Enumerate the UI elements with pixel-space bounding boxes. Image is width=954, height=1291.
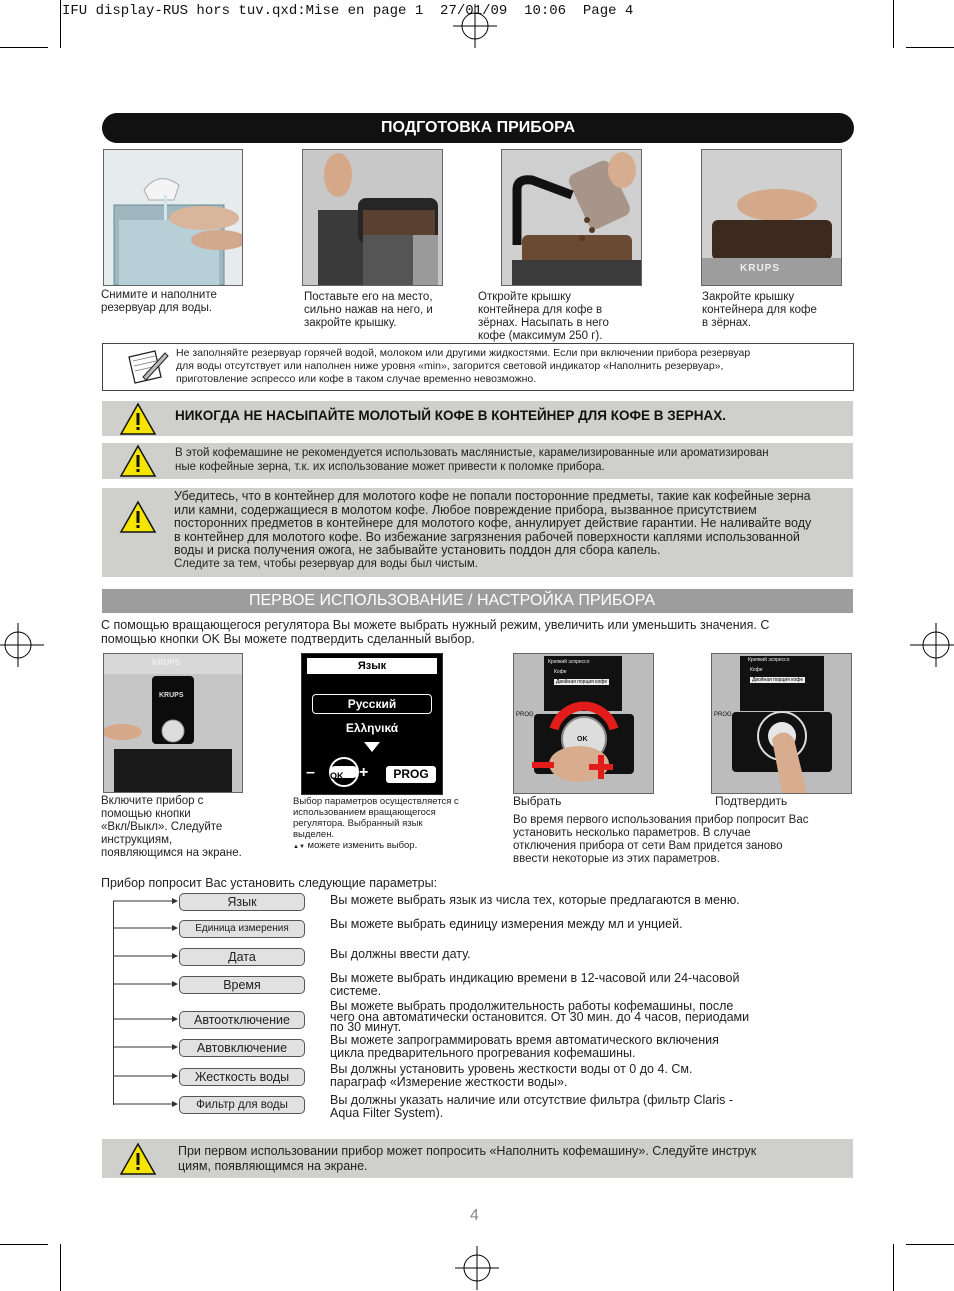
param-desc-time: Вы можете выбрать индикацию времени в 12-часовой или 24-часовой системе. <box>330 971 740 998</box>
photo-close-bean-lid <box>701 149 842 286</box>
section-title-first-use: ПЕРВОЕ ИСПОЛЬЗОВАНИЕ / НАСТРОЙКА ПРИБОРА <box>102 589 853 613</box>
param-desc-date: Вы должны ввести дату. <box>330 947 471 961</box>
print-header: IFU display-RUS hors tuv.qxd:Mise en page 1 27/01/09 10:06 Page 4 <box>62 3 634 19</box>
arrow-down-icon <box>364 742 380 752</box>
dial-icon[interactable] <box>314 756 382 788</box>
photo-water-tank <box>103 149 243 286</box>
caption-select-params: Выбор параметров осуществляется с использованием вращающегося регулятора. Выбранный язык выделен. ▲▼ можете изменить выбор. <box>293 796 459 851</box>
param-auto-off: Автоотключение <box>179 1011 305 1029</box>
page-number: 4 <box>470 1207 479 1224</box>
crop-mark <box>906 1244 954 1245</box>
caption-step-3: Откройте крышку контейнера для кофе в зёрнах. Насыпать в него кофе (максимум 250 г). <box>478 291 609 342</box>
warning-box-ground-coffee: НИКОГДА НЕ НАСЫПАЙТЕ МОЛОТЫЙ КОФЕ В КОНТЕЙНЕР ДЛЯ КОФЕ В ЗЕРНАХ. <box>102 401 853 436</box>
crop-mark <box>0 1244 48 1245</box>
minus-label: – <box>306 764 315 781</box>
crop-mark <box>893 0 894 48</box>
ok-label: OK <box>577 736 588 743</box>
prog-label: PROG <box>516 712 534 718</box>
crop-mark <box>60 1244 61 1291</box>
crop-mark <box>906 47 954 48</box>
warning-icon <box>119 1142 157 1176</box>
param-desc-auto-off: Вы можете выбрать продолжительность работы кофемашины, после чего она автоматически остановится. От 30 мин. до 4 часов, периодами по 30 минут. <box>330 999 750 1034</box>
tree-arrows <box>113 893 181 1113</box>
menu-item: Кофе <box>750 667 763 673</box>
screen-language-select <box>301 653 443 795</box>
language-option-selected[interactable]: Русский <box>312 694 432 714</box>
params-intro: Прибор попросит Вас установить следующие параметры: <box>101 876 438 890</box>
note-box: Не заполняйте резервуар горячей водой, молоком или другими жидкостями. Если при включении прибора резервуар для воды отсутствует или наполнен ниже уровня «min», загорится световой индикатор «Наполнить резервуар», приготовление эспрессо или кофе в таком случае временно невозможно. <box>102 343 854 391</box>
param-desc-auto-on: Вы можете запрограммировать время автоматического включения цикла предварительного прогревания кофемашины. <box>330 1033 719 1060</box>
warning-icon <box>119 500 157 534</box>
prog-button[interactable]: PROG <box>386 766 436 783</box>
param-language: Язык <box>179 893 305 911</box>
registration-mark-icon <box>0 623 44 667</box>
registration-mark-icon <box>455 1246 499 1290</box>
crop-mark <box>60 0 61 48</box>
menu-item: Кофе <box>554 669 567 675</box>
menu-item-selected: Двойная порция кофе <box>752 677 804 683</box>
notepad-pencil-icon <box>125 347 169 385</box>
param-desc-unit: Вы можете выбрать единицу измерения между мл и унцией. <box>330 917 683 931</box>
warning-icon <box>119 444 157 478</box>
param-desc-water-filter: Вы должны указать наличие или отсутствие фильтра (фильтр Claris - Aqua Filter System). <box>330 1093 734 1120</box>
plus-label: + <box>359 764 369 781</box>
param-water-filter: Фильтр для воды <box>179 1096 305 1114</box>
arrows-icon: ▲▼ <box>293 844 305 850</box>
menu-item: Крепкий эспрессо <box>548 659 590 665</box>
caption-step-1: Снимите и наполните резервуар для воды. <box>101 289 217 314</box>
photo-press-ok <box>711 653 852 794</box>
param-date: Дата <box>179 948 305 966</box>
section-title-preparation: ПОДГОТОВКА ПРИБОРА <box>102 113 854 143</box>
crop-mark <box>893 1244 894 1291</box>
caption-power-on: Включите прибор с помощью кнопки «Вкл/Выкл». Следуйте инструкциям, появляющимся на экране. <box>101 795 242 859</box>
param-desc-language: Вы можете выбрать язык из числа тех, которые предлагаются в меню. <box>330 893 740 907</box>
warning-box-fill-machine: При первом использовании прибор может попросить «Наполнить кофемашину». Следуйте инструк циям, появляющимся на экране. <box>102 1139 853 1178</box>
photo-open-bean-lid <box>501 149 642 286</box>
param-auto-on: Автовключение <box>179 1039 305 1057</box>
machine-brand-top: KRUPS <box>152 658 181 667</box>
photo-insert-tank <box>302 149 443 286</box>
param-time: Время <box>179 976 305 994</box>
menu-item-selected: Двойная порция кофе <box>556 679 608 685</box>
warning-box-foreign-objects: Убедитесь, что в контейнер для молотого кофе не попали посторонние предметы, такие как кофейные зерна или камни, содержащиеся в молотом кофе. Любое повреждение прибора, вызванное присутствием посторонних предметов в контейнере для молотого кофе, аннулирует действие гарантии. Не наливайте воду в контейнер для молотого кофе. Во избежание загрязнения рабочей поверхности каплями использованной воды и риска получения ожога, не забывайте установить поддон для сбора капель. Следите за тем, чтобы резервуар для воды был чистым. <box>102 488 853 577</box>
menu-item: Крепкий эспрессо <box>748 657 790 663</box>
section2-intro: С помощью вращающегося регулятора Вы можете выбрать нужный режим, увеличить или уменьшить значения. С помощью кнопки OK Вы можете подтвердить сделанный выбор. <box>101 618 770 646</box>
ok-label: OK <box>330 771 344 781</box>
caption-step-2: Поставьте его на место, сильно нажав на него, и закройте крышку. <box>304 291 433 329</box>
photo-power-button <box>103 653 243 793</box>
screen-title: Язык <box>307 658 437 674</box>
confirm-label: Подтвердить <box>715 794 788 808</box>
caption-first-use: Во время первого использования прибор попросит Вас установить несколько параметров. В случае отключения прибора от сети Вам придется заново ввести некоторые из этих параметров. <box>513 814 809 865</box>
language-option[interactable]: Ελληνικά <box>345 721 399 735</box>
param-water-hardness: Жесткость воды <box>179 1068 305 1086</box>
machine-brand: KRUPS <box>159 692 184 699</box>
warning-icon <box>119 402 157 436</box>
select-label: Выбрать <box>513 794 562 808</box>
photo-rotate-dial <box>513 653 654 794</box>
crop-mark <box>0 47 48 48</box>
registration-mark-icon <box>910 623 954 667</box>
prog-label: PROG <box>714 712 732 718</box>
param-unit: Единица измерения <box>179 920 305 938</box>
warning-box-oily-beans: В этой кофемашине не рекомендуется использовать маслянистые, карамелизированные или ароматизирован ные кофейные зерна, т.к. их использование может привести к поломке прибора. <box>102 443 853 479</box>
caption-step-4: Закройте крышку контейнера для кофе в зёрнах. <box>702 291 817 329</box>
krups-logo: KRUPS <box>740 263 781 274</box>
registration-mark-icon <box>453 4 497 48</box>
param-desc-water-hardness: Вы должны установить уровень жесткости воды от 0 до 4. См. параграф «Измерение жесткости воды». <box>330 1062 693 1089</box>
